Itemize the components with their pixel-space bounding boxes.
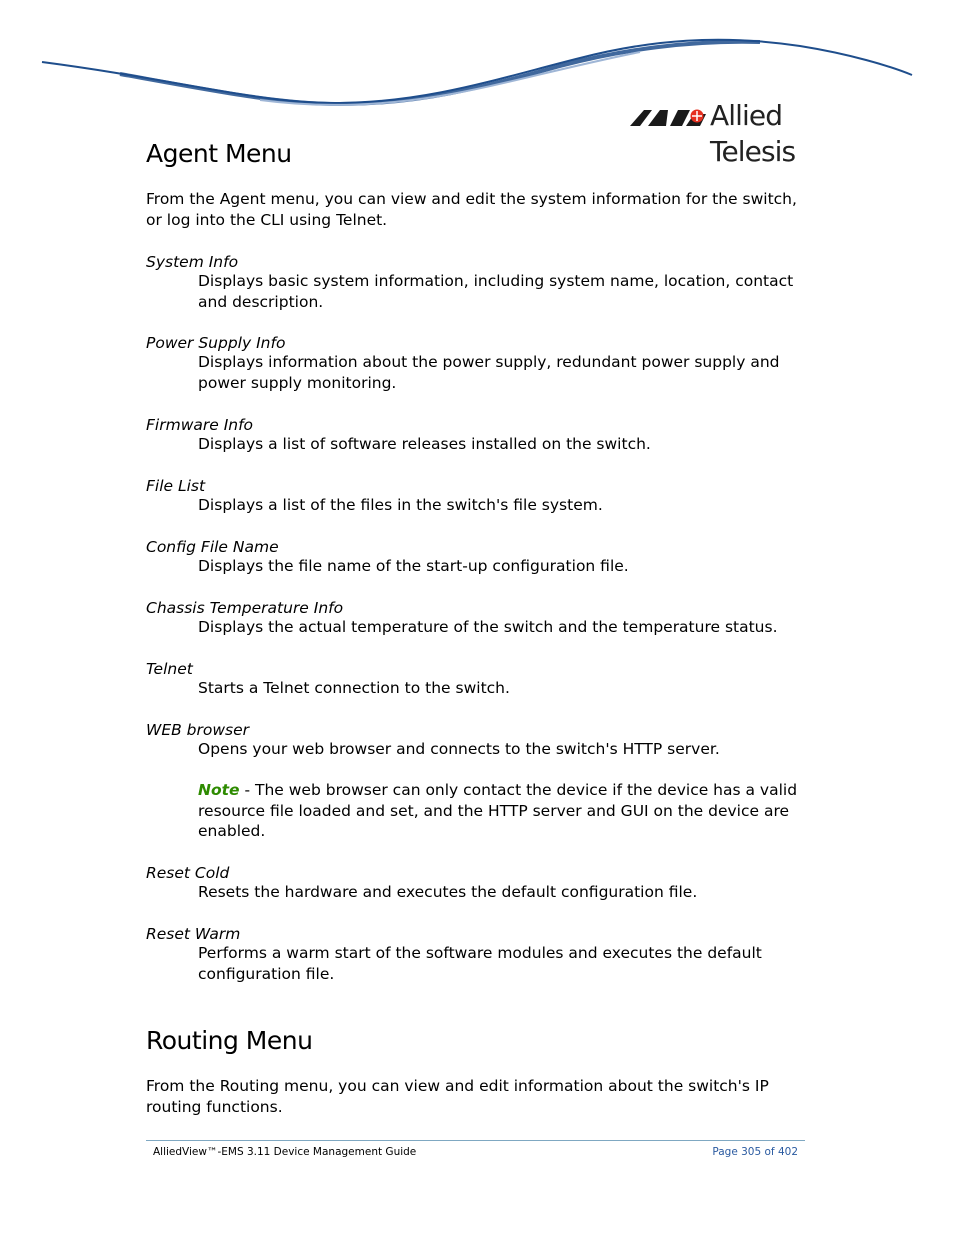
term-chassis-temperature-info: Chassis Temperature Info xyxy=(146,599,344,617)
desc-file-list: Displays a list of the files in the switch's file system. xyxy=(198,496,603,514)
footer-document-title: AlliedView™-EMS 3.11 Device Management Guide xyxy=(153,1146,417,1158)
footer-divider xyxy=(146,1140,805,1141)
desc-config-file-name: Displays the file name of the start-up configuration file. xyxy=(198,557,629,575)
desc-web-browser: Opens your web browser and connects to the switch's HTTP server. xyxy=(198,740,720,758)
term-system-info: System Info xyxy=(146,253,239,271)
desc-firmware-info: Displays a list of software releases installed on the switch. xyxy=(198,435,651,453)
term-firmware-info: Firmware Info xyxy=(146,416,254,434)
term-file-list: File List xyxy=(146,477,206,495)
allied-telesis-logo-mark-icon xyxy=(630,98,708,134)
term-power-supply-info: Power Supply Info xyxy=(146,334,286,352)
desc-telnet: Starts a Telnet connection to the switch. xyxy=(198,679,510,697)
logo-wordmark: Allied Telesis xyxy=(710,99,796,168)
routing-menu-heading: Routing Menu xyxy=(146,1026,313,1055)
desc-chassis-temperature-info: Displays the actual temperature of the switch and the temperature status. xyxy=(198,618,778,636)
company-logo xyxy=(630,98,862,168)
routing-menu-intro: From the Routing menu, you can view and edit information about the switch's IP routing functions. xyxy=(146,1077,769,1116)
footer-page-number: Page 305 of 402 xyxy=(712,1146,798,1158)
desc-reset-warm: Performs a warm start of the software modules and executes the default configuration file. xyxy=(198,944,762,983)
agent-menu-intro: From the Agent menu, you can view and edit the system information for the switch, or log into the CLI using Telnet. xyxy=(146,190,797,229)
agent-menu-heading: Agent Menu xyxy=(146,139,292,168)
term-reset-warm: Reset Warm xyxy=(146,925,241,943)
term-web-browser: WEB browser xyxy=(146,721,250,739)
note-label: Note xyxy=(198,781,240,799)
term-telnet: Telnet xyxy=(146,660,193,678)
desc-system-info: Displays basic system information, including system name, location, contact and description. xyxy=(198,272,794,311)
web-browser-note xyxy=(198,780,798,842)
term-config-file-name: Config File Name xyxy=(146,538,279,556)
desc-power-supply-info: Displays information about the power supply, redundant power supply and power supply monitoring. xyxy=(198,353,780,392)
term-reset-cold: Reset Cold xyxy=(146,864,230,882)
desc-reset-cold: Resets the hardware and executes the default configuration file. xyxy=(198,883,698,901)
note-text: - The web browser can only contact the device if the device has a valid resource file loaded and set, and the HTTP server and GUI on the device are enabled. xyxy=(198,781,798,840)
